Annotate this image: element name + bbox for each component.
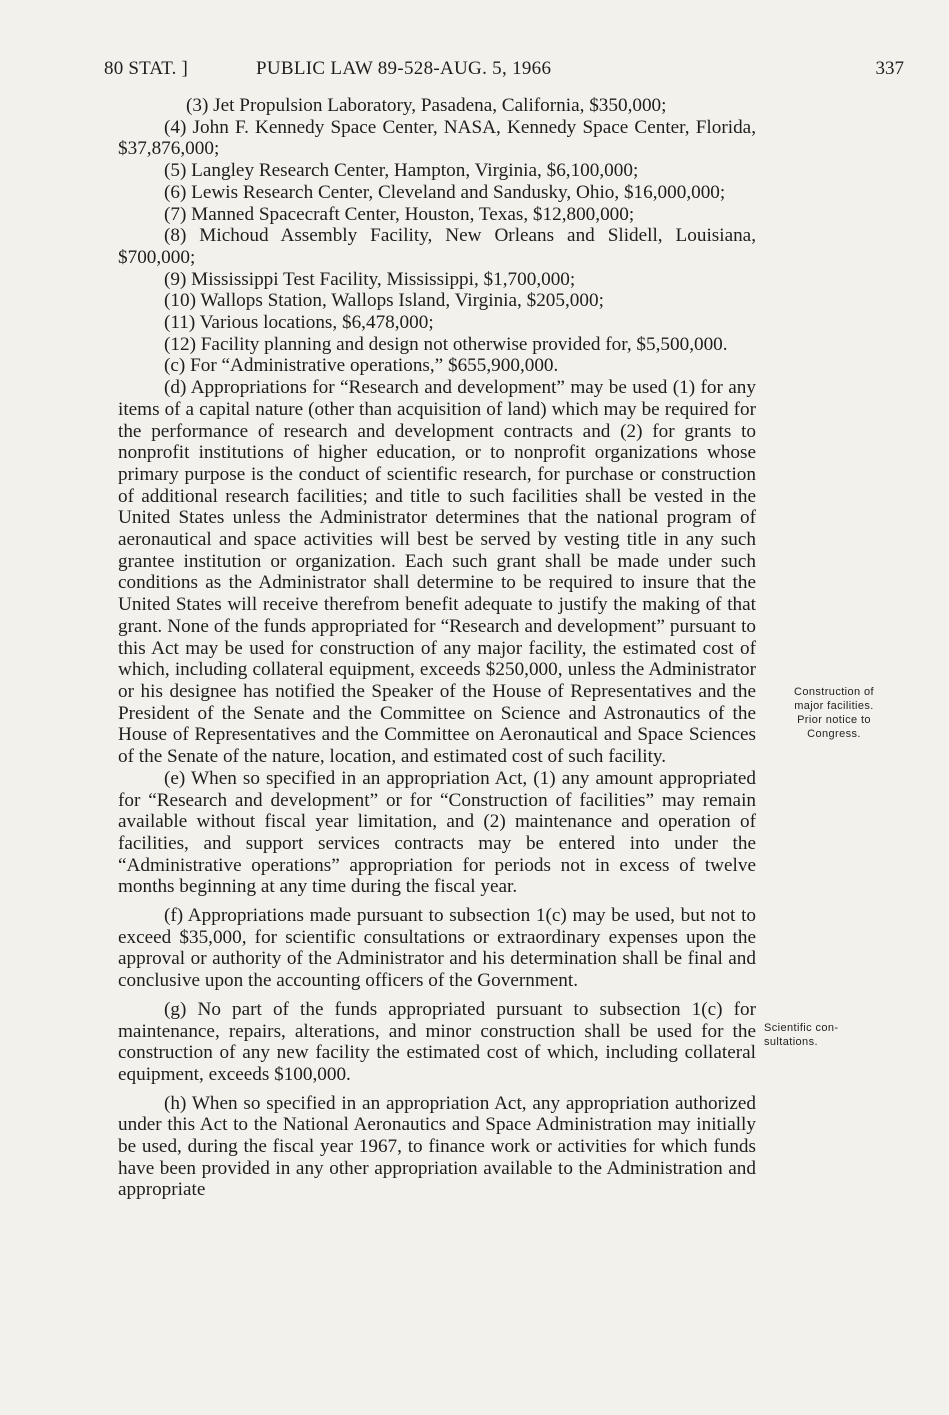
paragraph-h: (h) When so specified in an appropriation Act, any appropriation authorized under this Act to the National Aeronautics and Space Administration may initially be used, during the fiscal year 1967, to finance work or activities for which funds have been provided in any other appropriation available to the Administration and appropriate xyxy=(118,1092,756,1201)
paragraph-e: (e) When so specified in an appropriation Act, (1) any amount appropriated for “Research and development” or for “Construction of facilities” may remain available without fiscal year limitation, and (2) maintenance and operation of facilities, and support services contracts may be entered into under the “Administrative operations” appropriation for periods not in excess of twelve months beginning at any time during the fiscal year. xyxy=(118,767,756,898)
running-title: PUBLIC LAW 89-528-AUG. 5, 1966 xyxy=(256,58,552,79)
paragraph-item-4: (4) John F. Kennedy Space Center, NASA, Kennedy Space Center, Florida, $37,876,000; xyxy=(118,116,756,160)
paragraph-item-12: (12) Facility planning and design not otherwise provided for, $5,500,000. xyxy=(164,333,728,355)
paragraph-item-9: (9) Mississippi Test Facility, Mississippi, $1,700,000; xyxy=(164,268,576,290)
paragraph-item-11: (11) Various locations, $6,478,000; xyxy=(164,312,434,334)
margin-note-line: Congress. xyxy=(807,728,861,740)
paragraph-f: (f) Appropriations made pursuant to subsection 1(c) may be used, but not to exceed $35,000, for scientific consultations or extraordinary expenses upon the approval or authority of the Administrator and his determination shall be final and conclusive upon the accounting officers of the Government. xyxy=(118,905,756,992)
margin-note-line: sultations. xyxy=(764,1036,818,1048)
statute-reference: 80 STAT. ] xyxy=(104,58,189,79)
margin-note-line: Construction of xyxy=(794,686,874,698)
paragraph-item-6: (6) Lewis Research Center, Cleveland and Sandusky, Ohio, $16,000,000; xyxy=(164,181,726,203)
margin-note-line: Scientific con- xyxy=(764,1022,839,1034)
paragraph-d: (d) Appropriations for “Research and development” may be used (1) for any items of a capital nature (other than acquisition of land) which may be required for the performance of research and development contracts and (2) for grants to nonprofit institutions of higher education, or to nonprofit organizations whose primary purpose is the conduct of scientific research, for purchase or construction of additional research facilities; and title to such facilities shall be vested in the United States unless the Administrator determines that the national program of aeronautical and space activities will best be served by vesting title in any such grantee institution or organization. Each such grant shall be made under such conditions as the Administrator shall determine to be required to insure that the United States will receive therefrom benefit adequate to justify the making of that grant. None of the funds appropriated for “Research and development” pursuant to this Act may be used for construction of any major facility, the estimated cost of which, including collateral equipment, exceeds $250,000, unless the Administrator or his designee has notified the Speaker of the House of Representatives and the President of the Senate and the Committee on Science and Astronautics of the House of Representatives and the Committee on Aeronautical and Space Sciences of the Senate of the nature, location, and estimated cost of such facility. xyxy=(118,377,756,768)
margin-note-construction xyxy=(764,685,904,741)
paragraph-item-7: (7) Manned Spacecraft Center, Houston, Texas, $12,800,000; xyxy=(164,203,635,225)
body-text xyxy=(118,95,756,1201)
paragraph-item-8: (8) Michoud Assembly Facility, New Orleans and Slidell, Louisiana, $700,000; xyxy=(118,225,756,268)
margin-note-line: Prior notice to xyxy=(797,714,871,726)
paragraph-item-3: (3) Jet Propulsion Laboratory, Pasadena, California, $350,000; xyxy=(186,95,667,116)
paragraph-c: (c) For “Administrative operations,” $655,900,000. xyxy=(164,355,559,377)
paragraph-item-5: (5) Langley Research Center, Hampton, Virginia, $6,100,000; xyxy=(164,160,639,182)
page-number: 337 xyxy=(875,58,904,79)
paragraph-g: (g) No part of the funds appropriated pursuant to subsection 1(c) for maintenance, repairs, alterations, and minor construction shall be used for the construction of any new facility the estimated cost of which, including collateral equipment, exceeds $100,000. xyxy=(118,998,756,1085)
paragraph-item-10: (10) Wallops Station, Wallops Island, Virginia, $205,000; xyxy=(164,290,604,312)
margin-note-line: major facilities. xyxy=(794,700,874,712)
margin-note-scientific xyxy=(764,1021,894,1049)
page-header xyxy=(104,58,904,88)
